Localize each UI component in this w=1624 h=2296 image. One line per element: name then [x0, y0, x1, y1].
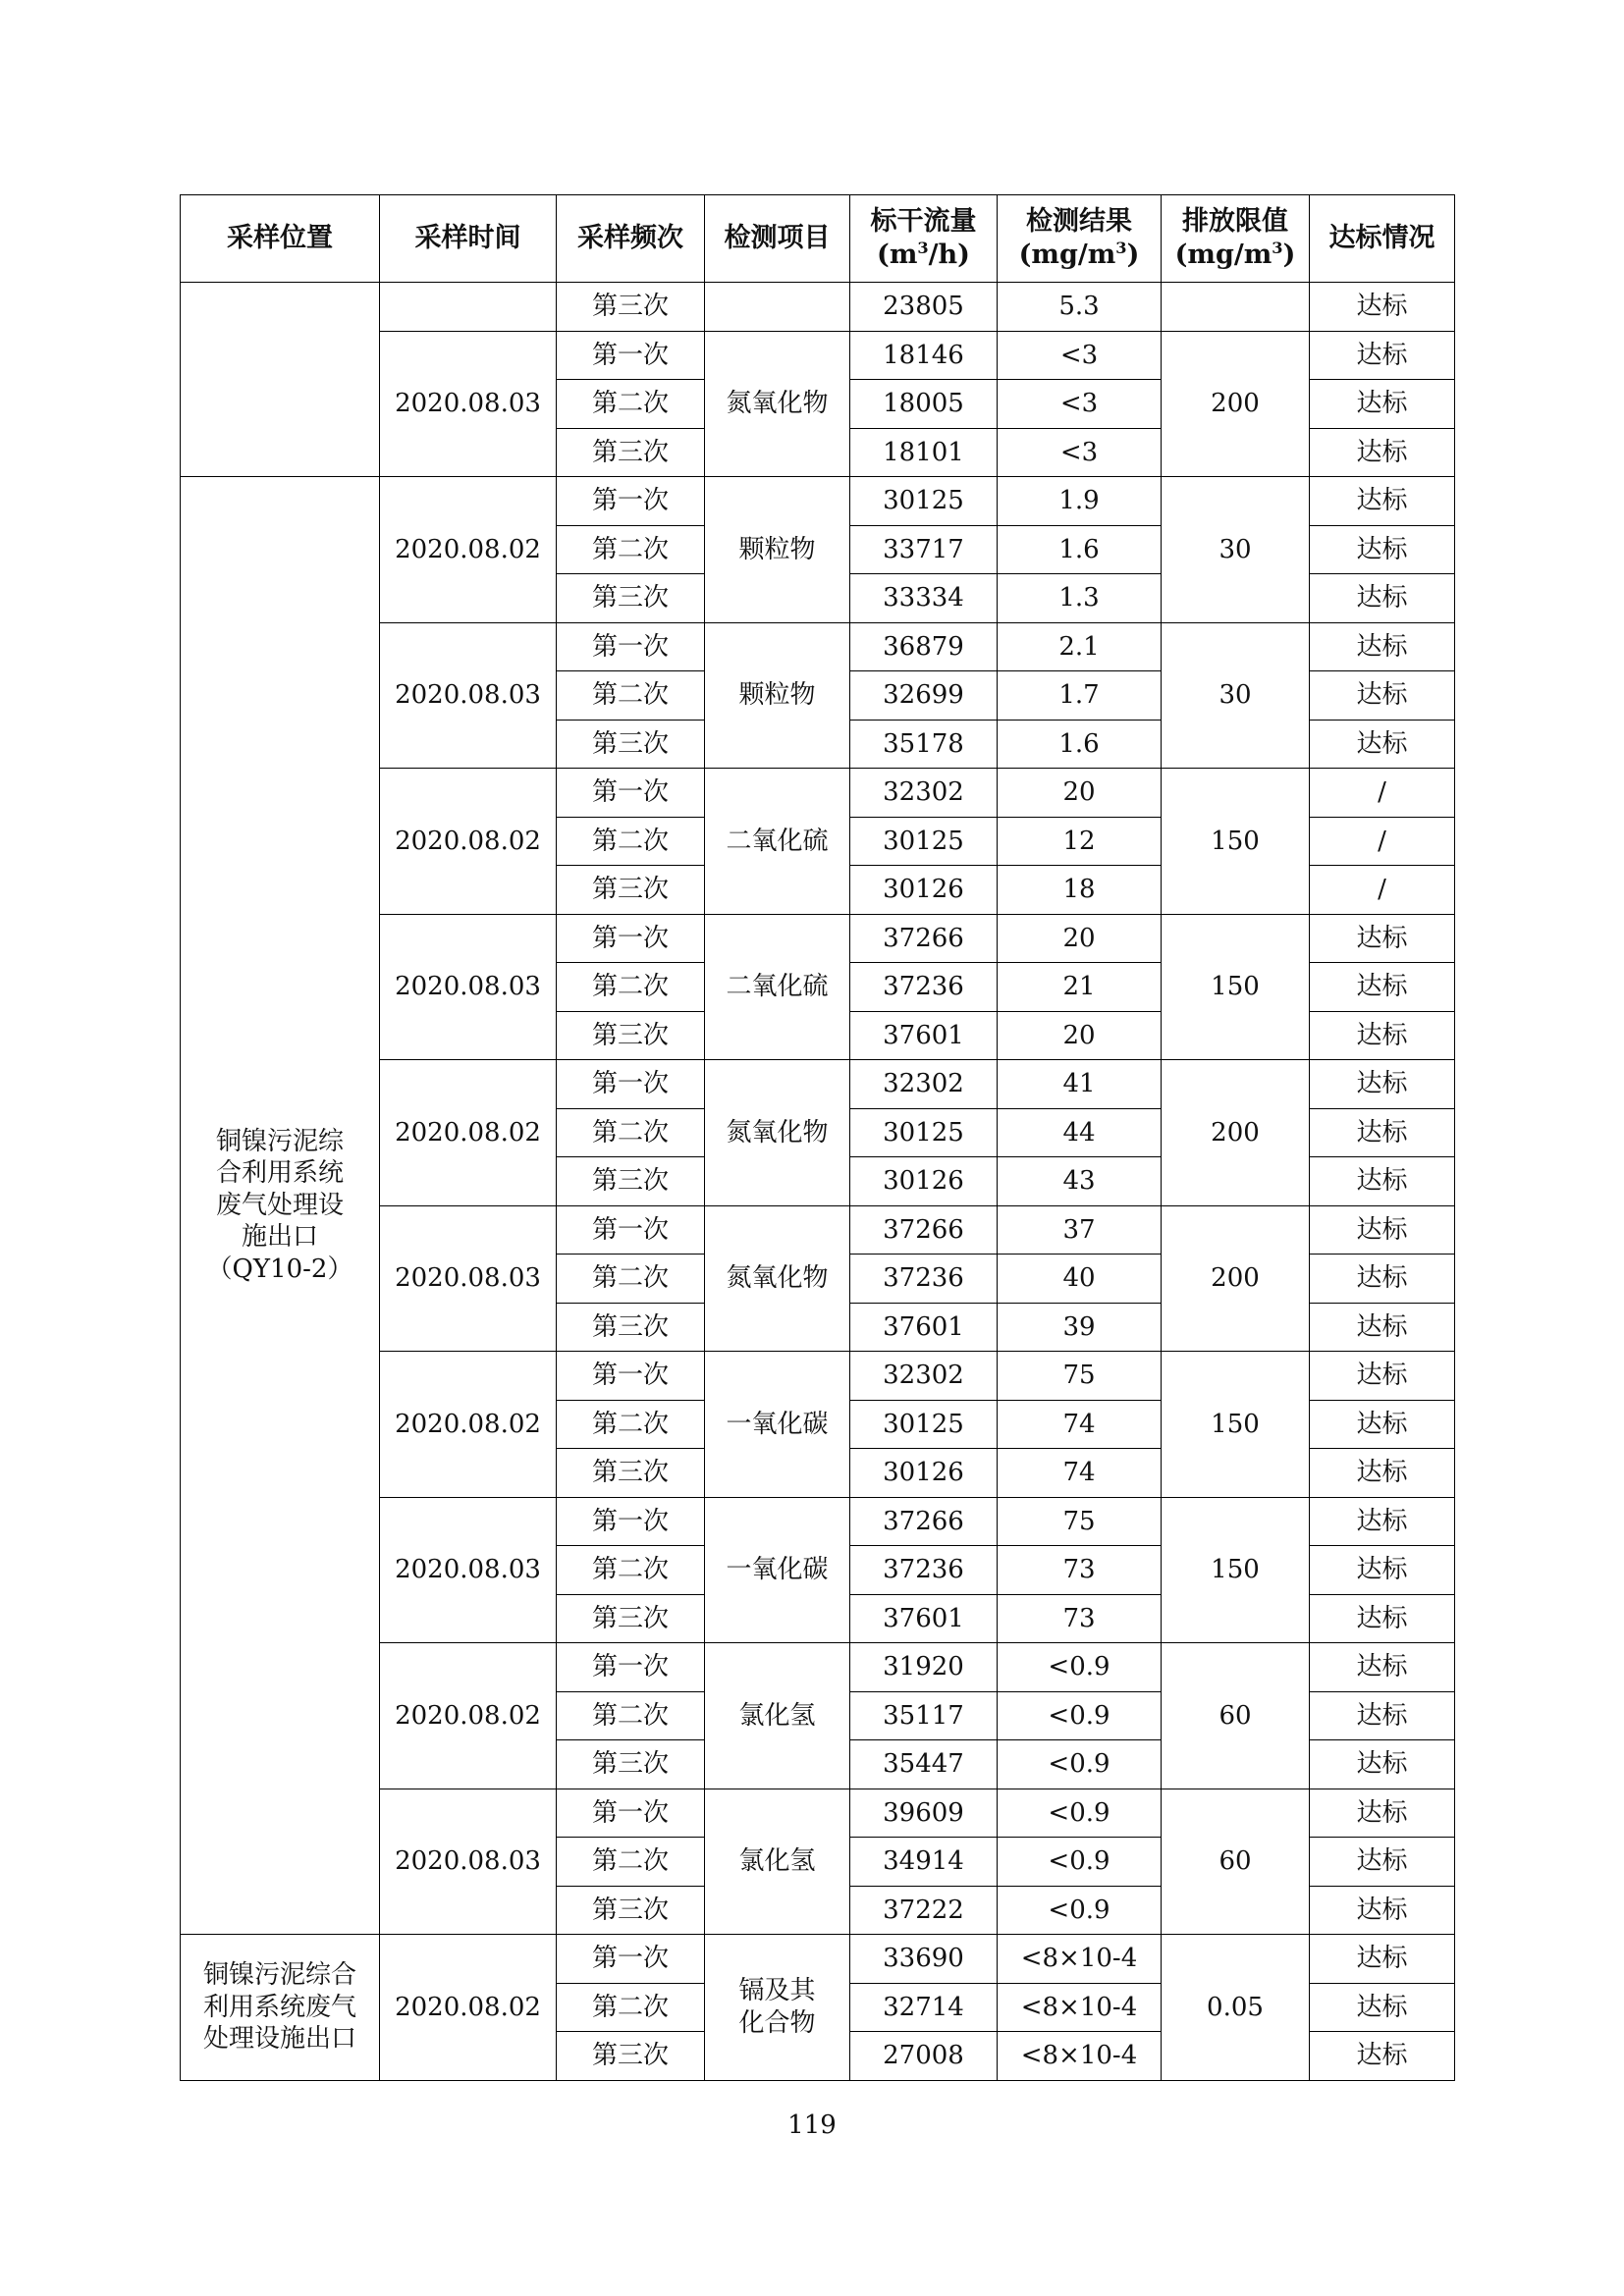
header-result [998, 195, 1162, 283]
frequency-cell: 第二次 [557, 380, 705, 429]
result-cell: 37 [998, 1205, 1162, 1255]
frequency-cell: 第二次 [557, 525, 705, 574]
status-cell: 达标 [1310, 1205, 1455, 1255]
header-frequency: 采样频次 [557, 195, 705, 283]
header-location: 采样位置 [181, 195, 380, 283]
status-cell: 达标 [1310, 283, 1455, 332]
limit-cell: 0.05 [1162, 1935, 1310, 2081]
item-cell: 颗粒物 [705, 622, 850, 769]
flow-cell: 37601 [850, 1594, 998, 1643]
frequency-cell: 第三次 [557, 1011, 705, 1060]
frequency-cell: 第一次 [557, 477, 705, 526]
result-cell: 2.1 [998, 622, 1162, 671]
frequency-cell: 第一次 [557, 1352, 705, 1401]
header-status: 达标情况 [1310, 195, 1455, 283]
flow-cell: 30125 [850, 817, 998, 866]
result-cell: 1.7 [998, 671, 1162, 721]
date-cell: 2020.08.03 [380, 1205, 557, 1352]
header-item: 检测项目 [705, 195, 850, 283]
flow-cell: 37601 [850, 1303, 998, 1352]
flow-cell: 37236 [850, 1255, 998, 1304]
flow-cell: 30126 [850, 1157, 998, 1206]
flow-cell: 30126 [850, 1449, 998, 1498]
location-cell [181, 1935, 380, 2081]
frequency-cell: 第一次 [557, 1205, 705, 1255]
limit-cell: 200 [1162, 1060, 1310, 1206]
status-cell: 达标 [1310, 1400, 1455, 1449]
result-cell: <3 [998, 331, 1162, 380]
location-cell [181, 477, 380, 1935]
status-cell: 达标 [1310, 1838, 1455, 1887]
flow-cell: 30126 [850, 866, 998, 915]
status-cell: 达标 [1310, 1983, 1455, 2032]
location-line: 处理设施出口 [202, 2024, 356, 2054]
status-cell: 达标 [1310, 1740, 1455, 1789]
frequency-cell: 第三次 [557, 1886, 705, 1935]
status-cell: 达标 [1310, 1449, 1455, 1498]
header-result-unit: $(mg/m^3)$ [1018, 239, 1140, 270]
frequency-cell: 第二次 [557, 817, 705, 866]
frequency-cell: 第一次 [557, 622, 705, 671]
flow-cell: 30125 [850, 1108, 998, 1157]
result-cell: <3 [998, 380, 1162, 429]
flow-cell: 37236 [850, 1546, 998, 1595]
result-cell: 1.6 [998, 720, 1162, 769]
date-cell: 2020.08.02 [380, 1935, 557, 2081]
frequency-cell: 第一次 [557, 331, 705, 380]
status-cell: 达标 [1310, 380, 1455, 429]
result-cell: 20 [998, 914, 1162, 963]
result-cell: 74 [998, 1449, 1162, 1498]
item-cell: 颗粒物 [705, 477, 850, 623]
limit-cell: 60 [1162, 1643, 1310, 1789]
result-cell: 39 [998, 1303, 1162, 1352]
frequency-cell: 第二次 [557, 671, 705, 721]
flow-cell: 33690 [850, 1935, 998, 1984]
status-cell: 达标 [1310, 1935, 1455, 1984]
status-cell: / [1310, 866, 1455, 915]
status-cell: 达标 [1310, 1011, 1455, 1060]
item-cell [705, 1935, 850, 2081]
flow-cell: 32302 [850, 1352, 998, 1401]
frequency-cell: 第三次 [557, 1303, 705, 1352]
flow-cell: 37266 [850, 914, 998, 963]
item-cell [705, 283, 850, 332]
status-cell: 达标 [1310, 1157, 1455, 1206]
result-cell: 1.3 [998, 574, 1162, 623]
result-cell: 1.9 [998, 477, 1162, 526]
date-cell: 2020.08.03 [380, 1789, 557, 1935]
result-cell: <3 [998, 428, 1162, 477]
location-cell [181, 283, 380, 477]
table-row [181, 283, 1455, 332]
result-cell: 73 [998, 1594, 1162, 1643]
flow-cell: 37236 [850, 963, 998, 1012]
frequency-cell: 第一次 [557, 1935, 705, 1984]
limit-cell: 30 [1162, 477, 1310, 623]
flow-cell: 35178 [850, 720, 998, 769]
date-cell: 2020.08.02 [380, 1060, 557, 1206]
status-cell: 达标 [1310, 720, 1455, 769]
date-cell: 2020.08.02 [380, 1643, 557, 1789]
flow-cell: 32302 [850, 1060, 998, 1109]
status-cell: 达标 [1310, 1060, 1455, 1109]
item-cell: 二氧化硫 [705, 914, 850, 1060]
frequency-cell: 第三次 [557, 866, 705, 915]
limit-cell: 200 [1162, 331, 1310, 477]
status-cell: 达标 [1310, 1108, 1455, 1157]
date-cell: 2020.08.03 [380, 914, 557, 1060]
status-cell: 达标 [1310, 525, 1455, 574]
status-cell: 达标 [1310, 331, 1455, 380]
status-cell: 达标 [1310, 1303, 1455, 1352]
frequency-cell: 第二次 [557, 1838, 705, 1887]
status-cell: 达标 [1310, 622, 1455, 671]
flow-cell: 32699 [850, 671, 998, 721]
item-line: 镉及其 [738, 1976, 816, 2006]
table-body [181, 283, 1455, 2081]
frequency-cell: 第三次 [557, 283, 705, 332]
status-cell: 达标 [1310, 1352, 1455, 1401]
table-row [181, 477, 1455, 526]
header-flow [850, 195, 998, 283]
status-cell: 达标 [1310, 671, 1455, 721]
flow-cell: 30125 [850, 1400, 998, 1449]
header-flow-title: 标干流量 [870, 206, 977, 238]
frequency-cell: 第二次 [557, 1546, 705, 1595]
flow-cell: 31920 [850, 1643, 998, 1692]
result-cell: <0.9 [998, 1886, 1162, 1935]
item-cell: 一氧化碳 [705, 1352, 850, 1498]
flow-cell: 32302 [850, 769, 998, 818]
frequency-cell: 第三次 [557, 428, 705, 477]
location-line: （QY10-2） [206, 1254, 353, 1284]
flow-cell: 23805 [850, 283, 998, 332]
result-cell: 1.6 [998, 525, 1162, 574]
item-cell: 二氧化硫 [705, 769, 850, 915]
date-cell: 2020.08.02 [380, 477, 557, 623]
item-cell: 氮氧化物 [705, 1060, 850, 1206]
flow-cell: 33334 [850, 574, 998, 623]
status-cell: 达标 [1310, 1497, 1455, 1546]
status-cell: 达标 [1310, 428, 1455, 477]
location-line: 利用系统废气 [202, 1992, 356, 2022]
flow-cell: 36879 [850, 622, 998, 671]
frequency-cell: 第一次 [557, 914, 705, 963]
frequency-cell: 第三次 [557, 2032, 705, 2081]
header-result-title: 检测结果 [1026, 206, 1132, 238]
result-cell: 43 [998, 1157, 1162, 1206]
frequency-cell: 第三次 [557, 574, 705, 623]
flow-cell: 34914 [850, 1838, 998, 1887]
frequency-cell: 第二次 [557, 1691, 705, 1740]
flow-cell: 39609 [850, 1789, 998, 1838]
result-cell: <8×10-4 [998, 1935, 1162, 1984]
status-cell: / [1310, 817, 1455, 866]
flow-cell: 37266 [850, 1497, 998, 1546]
location-line: 合利用系统 [215, 1158, 344, 1189]
date-cell [380, 283, 557, 332]
table-row [181, 1935, 1455, 1984]
flow-cell: 18146 [850, 331, 998, 380]
item-line: 化合物 [738, 2007, 816, 2038]
status-cell: 达标 [1310, 1594, 1455, 1643]
result-cell: 5.3 [998, 283, 1162, 332]
flow-cell: 37266 [850, 1205, 998, 1255]
result-cell: 74 [998, 1400, 1162, 1449]
frequency-cell: 第三次 [557, 1740, 705, 1789]
limit-cell: 150 [1162, 1497, 1310, 1643]
date-cell: 2020.08.03 [380, 622, 557, 769]
result-cell: 44 [998, 1108, 1162, 1157]
header-limit-unit: $(mg/m^3)$ [1174, 239, 1296, 270]
limit-cell: 150 [1162, 769, 1310, 915]
result-cell: 12 [998, 817, 1162, 866]
result-cell: 73 [998, 1546, 1162, 1595]
frequency-cell: 第一次 [557, 1789, 705, 1838]
flow-cell: 18101 [850, 428, 998, 477]
result-cell: 40 [998, 1255, 1162, 1304]
result-cell: 41 [998, 1060, 1162, 1109]
flow-cell: 30125 [850, 477, 998, 526]
result-cell: <0.9 [998, 1740, 1162, 1789]
header-flow-unit: $(m^3/h)$ [877, 239, 970, 270]
flow-cell: 27008 [850, 2032, 998, 2081]
frequency-cell: 第三次 [557, 720, 705, 769]
item-cell: 氯化氢 [705, 1643, 850, 1789]
flow-cell: 32714 [850, 1983, 998, 2032]
flow-cell: 37222 [850, 1886, 998, 1935]
result-cell: 21 [998, 963, 1162, 1012]
flow-cell: 18005 [850, 380, 998, 429]
result-cell: <0.9 [998, 1838, 1162, 1887]
status-cell: 达标 [1310, 574, 1455, 623]
status-cell: 达标 [1310, 1546, 1455, 1595]
frequency-cell: 第一次 [557, 1643, 705, 1692]
location-line: 铜镍污泥综 [215, 1126, 344, 1156]
status-cell: 达标 [1310, 1255, 1455, 1304]
result-cell: <0.9 [998, 1789, 1162, 1838]
status-cell: 达标 [1310, 477, 1455, 526]
result-cell: <8×10-4 [998, 1983, 1162, 2032]
result-cell: <0.9 [998, 1643, 1162, 1692]
status-cell: 达标 [1310, 1691, 1455, 1740]
date-cell: 2020.08.03 [380, 1497, 557, 1643]
header-limit-title: 排放限值 [1182, 206, 1288, 238]
location-line: 废气处理设 [215, 1190, 344, 1220]
item-cell: 一氧化碳 [705, 1497, 850, 1643]
status-cell: / [1310, 769, 1455, 818]
item-cell: 氮氧化物 [705, 331, 850, 477]
flow-cell: 33717 [850, 525, 998, 574]
monitoring-results-table [180, 194, 1455, 2081]
status-cell: 达标 [1310, 2032, 1455, 2081]
result-cell: 18 [998, 866, 1162, 915]
date-cell: 2020.08.02 [380, 769, 557, 915]
status-cell: 达标 [1310, 914, 1455, 963]
item-cell: 氯化氢 [705, 1789, 850, 1935]
page-number: 119 [787, 2110, 837, 2140]
result-cell: <0.9 [998, 1691, 1162, 1740]
frequency-cell: 第二次 [557, 1255, 705, 1304]
frequency-cell: 第二次 [557, 1983, 705, 2032]
frequency-cell: 第二次 [557, 1400, 705, 1449]
limit-cell: 30 [1162, 622, 1310, 769]
status-cell: 达标 [1310, 963, 1455, 1012]
location-line: 铜镍污泥综合 [202, 1960, 356, 1990]
frequency-cell: 第一次 [557, 1060, 705, 1109]
limit-cell [1162, 283, 1310, 332]
status-cell: 达标 [1310, 1886, 1455, 1935]
limit-cell: 60 [1162, 1789, 1310, 1935]
limit-cell: 150 [1162, 1352, 1310, 1498]
header-time: 采样时间 [380, 195, 557, 283]
limit-cell: 200 [1162, 1205, 1310, 1352]
limit-cell: 150 [1162, 914, 1310, 1060]
frequency-cell: 第三次 [557, 1157, 705, 1206]
frequency-cell: 第二次 [557, 1108, 705, 1157]
frequency-cell: 第二次 [557, 963, 705, 1012]
flow-cell: 37601 [850, 1011, 998, 1060]
header-row [181, 195, 1455, 283]
frequency-cell: 第三次 [557, 1594, 705, 1643]
result-cell: 20 [998, 769, 1162, 818]
result-cell: 20 [998, 1011, 1162, 1060]
date-cell: 2020.08.03 [380, 331, 557, 477]
flow-cell: 35117 [850, 1691, 998, 1740]
flow-cell: 35447 [850, 1740, 998, 1789]
frequency-cell: 第三次 [557, 1449, 705, 1498]
header-limit [1162, 195, 1310, 283]
frequency-cell: 第一次 [557, 1497, 705, 1546]
result-cell: 75 [998, 1497, 1162, 1546]
status-cell: 达标 [1310, 1643, 1455, 1692]
frequency-cell: 第一次 [557, 769, 705, 818]
location-line: 施出口 [241, 1222, 318, 1253]
status-cell: 达标 [1310, 1789, 1455, 1838]
date-cell: 2020.08.02 [380, 1352, 557, 1498]
item-cell: 氮氧化物 [705, 1205, 850, 1352]
result-cell: <8×10-4 [998, 2032, 1162, 2081]
result-cell: 75 [998, 1352, 1162, 1401]
